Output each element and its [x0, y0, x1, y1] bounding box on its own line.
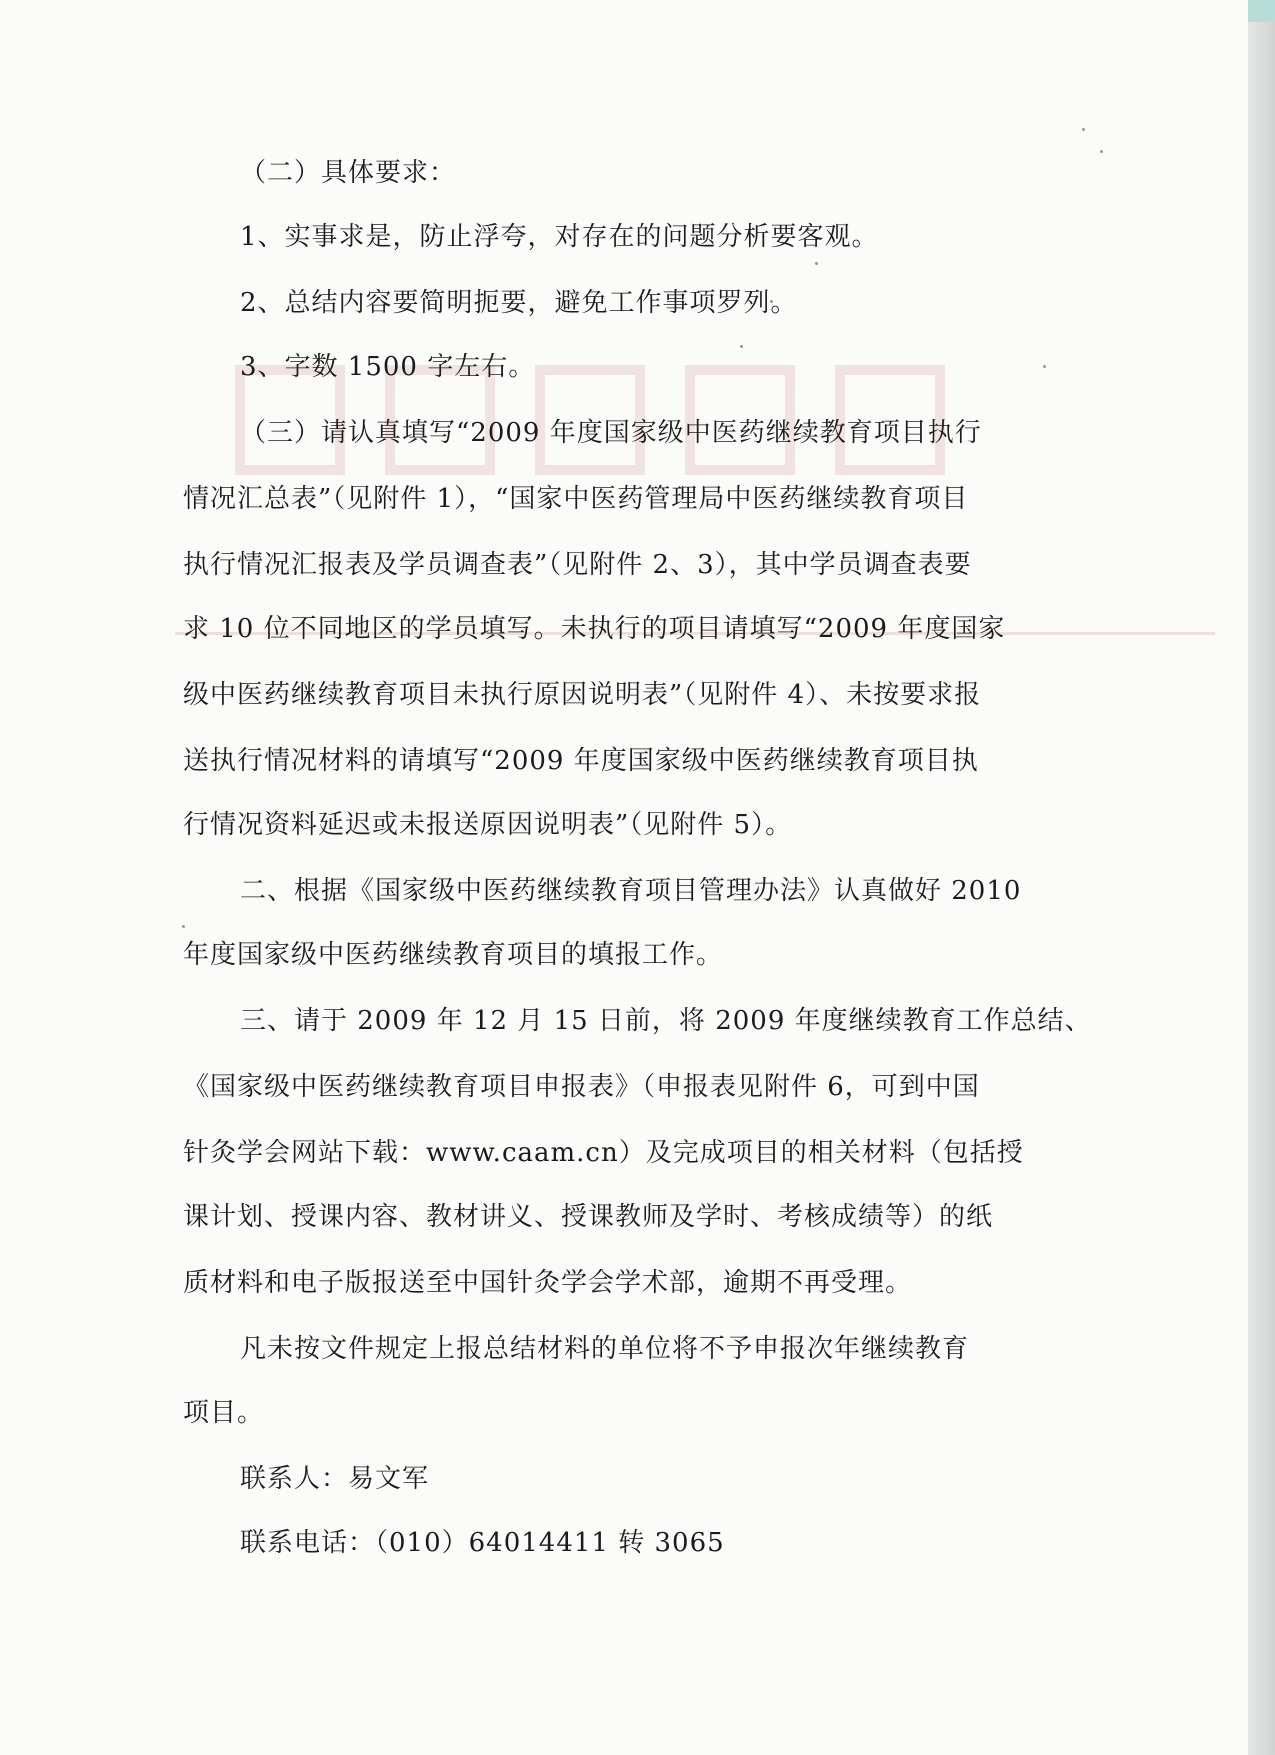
text-line: 年度国家级中医药继续教育项目的填报工作。 — [183, 940, 724, 970]
text-line: 执行情况汇报表及学员调查表”（见附件 2、3），其中学员调查表要 — [183, 550, 972, 580]
text-line: 凡未按文件规定上报总结材料的单位将不予申报次年继续教育 — [240, 1334, 970, 1364]
text-line: 3、字数 1500 字左右。 — [240, 352, 536, 382]
contact-person: 联系人：易文军 — [240, 1464, 430, 1494]
text-line: 行情况资料延迟或未报送原因说明表”（见附件 5）。 — [183, 810, 793, 840]
text-line: 二、根据《国家级中医药继续教育项目管理办法》认真做好 2010 — [240, 876, 1022, 906]
text-line: 质材料和电子版报送至中国针灸学会学术部，逾期不再受理。 — [183, 1268, 913, 1298]
text-line: （三）请认真填写“2009 年度国家级中医药继续教育项目执行 — [240, 418, 982, 448]
text-line: 情况汇总表”（见附件 1），“国家中医药管理局中医药继续教育项目 — [183, 484, 969, 514]
text-line: 三、请于 2009 年 12 月 15 日前，将 2009 年度继续教育工作总结、 — [240, 1006, 1092, 1036]
text-line: 《国家级中医药继续教育项目申报表》（申报表见附件 6，可到中国 — [183, 1072, 980, 1102]
page-edge — [1248, 0, 1275, 1755]
text-line: 送执行情况材料的请填写“2009 年度国家级中医药继续教育项目执 — [183, 746, 979, 776]
text-line: 针灸学会网站下载：www.caam.cn）及完成项目的相关材料（包括授 — [183, 1138, 1024, 1168]
text-line: （二）具体要求： — [240, 158, 457, 188]
text-line: 1、实事求是，防止浮夸，对存在的问题分析要客观。 — [240, 222, 879, 252]
contact-phone: 联系电话：（010）64014411 转 3065 — [240, 1528, 725, 1558]
text-line: 级中医药继续教育项目未执行原因说明表”（见附件 4）、未按要求报 — [183, 680, 982, 710]
text-line: 求 10 位不同地区的学员填写。未执行的项目请填写“2009 年度国家 — [183, 614, 1006, 644]
text-line: 课计划、授课内容、教材讲义、授课教师及学时、考核成绩等）的纸 — [183, 1202, 994, 1232]
text-line: 项目。 — [183, 1398, 265, 1428]
page-edge-tab — [1248, 0, 1275, 22]
text-line: 2、总结内容要简明扼要，避免工作事项罗列。 — [240, 288, 798, 318]
